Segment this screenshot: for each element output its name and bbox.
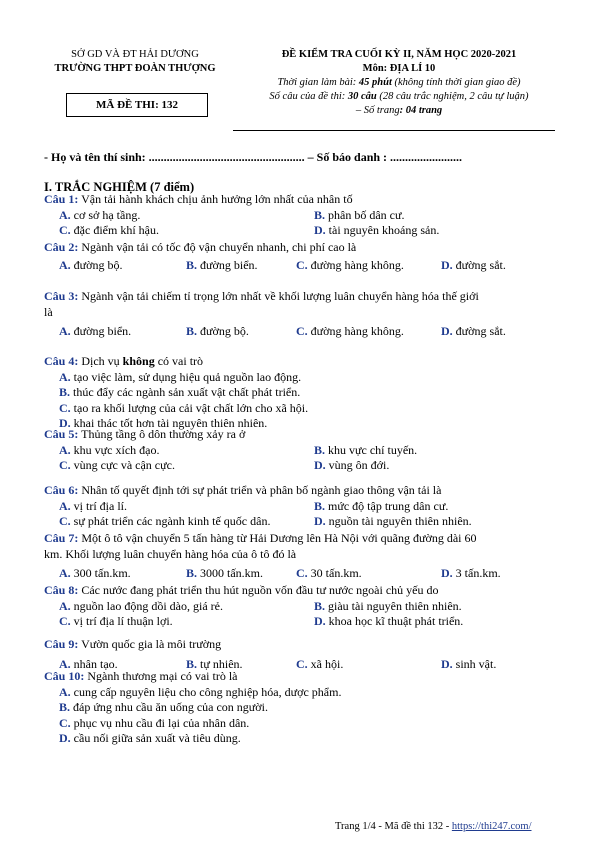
question-1 xyxy=(44,192,353,206)
option-text: vùng ôn đới. xyxy=(325,458,390,472)
option-text: vị trí địa lí. xyxy=(70,498,127,513)
question-5 xyxy=(44,427,245,441)
option-b xyxy=(59,385,300,399)
option-a xyxy=(59,685,341,699)
school-name: TRƯỜNG THPT ĐOÀN THƯỢNG xyxy=(54,63,216,74)
option-text: đường bộ. xyxy=(197,324,249,338)
option-d xyxy=(441,657,496,671)
option-a xyxy=(59,324,131,338)
option-text: sự phát triển các ngành kinh tế quốc dân. xyxy=(70,514,271,528)
option-letter: D. xyxy=(59,731,71,745)
question-10 xyxy=(44,669,238,683)
option-text: cung cấp nguyên liệu cho công nghiệp hóa, dược phẩm. xyxy=(70,684,342,699)
option-letter: C. xyxy=(296,324,308,338)
option-text: tạo ra khối lượng của cải vật chất lớn cho xã hội. xyxy=(70,400,309,415)
option-text: cầu nối giữa sản xuất và tiêu dùng. xyxy=(70,731,241,745)
option-c xyxy=(296,566,362,580)
option-text: khu vực xích đạo. xyxy=(70,442,160,457)
question-number: Câu 1: xyxy=(44,192,79,206)
question-text: Ngành vận tải có tốc độ vận chuyển nhanh, chi phí cao là xyxy=(78,240,357,254)
option-letter: A. xyxy=(59,207,71,222)
question-text: Một ô tô vận chuyển 5 tấn hàng từ Hải Dương lên Hà Nội với quãng đường dài 60 xyxy=(78,531,477,545)
option-letter: C. xyxy=(296,656,308,671)
question-number: Câu 10: xyxy=(44,669,85,683)
option-b xyxy=(314,208,405,222)
option-text: nguồn tài nguyên thiên nhiên. xyxy=(325,514,472,528)
page-footer xyxy=(335,821,532,832)
option-letter: D. xyxy=(314,458,326,472)
option-text: nhân tạo. xyxy=(70,656,118,671)
footer-link[interactable]: https://thi247.com/ xyxy=(451,821,532,832)
option-letter: B. xyxy=(59,385,71,399)
option-text: thúc đẩy các ngành sản xuất vật chất phát triển. xyxy=(70,385,301,399)
exam-subject: Môn: ĐỊA LÍ 10 xyxy=(362,63,436,74)
option-letter: B. xyxy=(314,442,326,457)
option-b xyxy=(186,258,258,272)
option-text: đường bộ. xyxy=(70,257,123,272)
option-a xyxy=(59,443,160,457)
option-text: khu vực chí tuyến. xyxy=(325,442,418,457)
option-b xyxy=(59,700,268,714)
option-text: 3000 tấn.km. xyxy=(197,566,264,580)
option-letter: C. xyxy=(59,614,71,628)
question-number: Câu 3: xyxy=(44,289,79,303)
option-text: khai thác tốt hơn tài nguyên thiên nhiên. xyxy=(70,416,268,430)
question-text: Nhân tố quyết định tới sự phát triển và phân bố ngành giao thông vận tải là xyxy=(78,483,442,497)
option-text: đường hàng không. xyxy=(307,257,404,272)
option-c xyxy=(59,223,159,237)
option-letter: A. xyxy=(59,566,71,580)
question-text: có vai trò xyxy=(154,354,204,368)
option-c xyxy=(59,458,175,472)
option-letter: C. xyxy=(59,400,71,415)
option-a xyxy=(59,599,223,613)
question-text: Vườn quốc gia là môi trường xyxy=(78,637,222,651)
option-letter: B. xyxy=(59,700,71,714)
header-divider xyxy=(233,130,555,131)
option-letter: C. xyxy=(59,223,71,237)
question-3 xyxy=(44,289,479,303)
option-letter: C. xyxy=(59,715,71,730)
exam-title: ĐỀ KIỂM TRA CUỐI KỲ II, NĂM HỌC 2020-2021 xyxy=(281,49,517,60)
option-text: cơ sở hạ tầng. xyxy=(70,207,141,222)
question-text: Dịch vụ xyxy=(78,354,123,368)
section-title: I. TRẮC NGHIỆM (7 điểm) xyxy=(44,180,195,194)
option-letter: A. xyxy=(59,369,71,384)
option-letter: A. xyxy=(59,257,71,272)
option-text: giàu tài nguyên thiên nhiên. xyxy=(325,598,462,613)
question-text: Vận tải hành khách chịu ảnh hưởng lớn nhất của nhân tố xyxy=(78,192,353,206)
option-a xyxy=(59,566,131,580)
option-text: đường sắt. xyxy=(452,257,506,272)
option-text: vị trí địa lí thuận lợi. xyxy=(70,614,173,628)
question-number: Câu 6: xyxy=(44,483,79,497)
option-c xyxy=(59,514,270,528)
option-letter: A. xyxy=(59,442,71,457)
option-letter: A. xyxy=(59,656,71,671)
option-a xyxy=(59,370,301,384)
option-d xyxy=(314,223,439,237)
option-a xyxy=(59,258,123,272)
option-letter: B. xyxy=(314,207,326,222)
question-number: Câu 9: xyxy=(44,637,79,651)
exam-header xyxy=(236,48,562,118)
option-b xyxy=(186,324,249,338)
option-letter: B. xyxy=(186,324,198,338)
option-d xyxy=(59,731,241,745)
question-6 xyxy=(44,483,441,497)
student-info-line: - Họ và tên thí sinh: .................................................... – Số báo danh : ........................ xyxy=(44,150,463,164)
question-7 xyxy=(44,531,477,545)
question-8 xyxy=(44,583,438,597)
option-letter: B. xyxy=(186,257,198,272)
option-letter: A. xyxy=(59,498,71,513)
option-text: đường biển. xyxy=(197,257,258,272)
department-name: SỞ GD VÀ ĐT HẢI DƯƠNG xyxy=(71,49,199,60)
option-text: 30 tấn.km. xyxy=(307,566,362,580)
school-header xyxy=(40,48,230,76)
question-text: Các nước đang phát triển thu hút nguồn vốn đầu tư nước ngoài chủ yếu do xyxy=(78,583,439,597)
option-d xyxy=(441,324,506,338)
exam-pages: – Số trang: 04 trang xyxy=(355,105,443,116)
option-text: 300 tấn.km. xyxy=(70,566,131,580)
option-b xyxy=(314,499,448,513)
question-4 xyxy=(44,354,203,368)
option-letter: C. xyxy=(296,566,308,580)
option-text: vùng cực và cận cực. xyxy=(70,458,175,472)
option-letter: D. xyxy=(314,514,326,528)
question-number: Câu 4: xyxy=(44,354,79,368)
option-c xyxy=(59,614,173,628)
question-emphasis: không xyxy=(122,354,155,368)
option-letter: B. xyxy=(314,498,326,513)
option-d xyxy=(314,614,463,628)
question-text: Ngành vận tải chiếm tỉ trọng lớn nhất về khối lượng luân chuyển hàng hóa thế giới xyxy=(78,289,479,303)
question-number: Câu 2: xyxy=(44,240,79,254)
option-letter: A. xyxy=(59,324,71,338)
option-text: đường hàng không. xyxy=(307,324,404,338)
question-2 xyxy=(44,240,356,254)
option-c xyxy=(296,324,404,338)
option-c xyxy=(296,258,404,272)
option-b xyxy=(186,566,263,580)
option-text: đường sắt. xyxy=(452,324,506,338)
option-letter: C. xyxy=(296,257,308,272)
option-letter: D. xyxy=(441,324,453,338)
option-letter: A. xyxy=(59,598,71,613)
option-letter: C. xyxy=(59,514,71,528)
option-text: đường biển. xyxy=(70,324,132,338)
option-text: nguồn lao động dồi dào, giá rẻ. xyxy=(70,598,223,613)
question-number: Câu 7: xyxy=(44,531,79,545)
question-text: Ngành thương mại có vai trò là xyxy=(84,669,238,683)
option-text: sinh vật. xyxy=(452,656,497,671)
option-letter: D. xyxy=(441,257,453,272)
question-7-cont: km. Khối lượng luân chuyển hàng hóa của ô tô đó là xyxy=(44,546,297,561)
option-letter: B. xyxy=(314,598,326,613)
exam-time: Thời gian làm bài: 45 phút (không tính thời gian giao đề) xyxy=(277,77,521,88)
option-letter: D. xyxy=(314,614,326,628)
option-letter: D. xyxy=(441,566,453,580)
question-text: Thủng tầng ô dôn thường xảy ra ở xyxy=(78,427,246,441)
option-text: 3 tấn.km. xyxy=(452,566,501,580)
option-letter: D. xyxy=(59,416,71,430)
option-d xyxy=(314,458,389,472)
option-letter: A. xyxy=(59,684,71,699)
option-d xyxy=(441,258,506,272)
option-text: xã hội. xyxy=(307,656,344,671)
option-text: khoa học kĩ thuật phát triển. xyxy=(325,614,464,628)
question-3-cont: là xyxy=(44,304,53,319)
option-text: phân bố dân cư. xyxy=(325,207,405,222)
option-letter: B. xyxy=(186,566,198,580)
option-d xyxy=(314,514,472,528)
option-letter: C. xyxy=(59,458,71,472)
option-c xyxy=(296,657,343,671)
question-9 xyxy=(44,637,221,651)
option-a xyxy=(59,208,140,222)
option-a xyxy=(59,499,127,513)
option-b xyxy=(314,443,417,457)
option-b xyxy=(314,599,462,613)
option-c xyxy=(59,716,249,730)
option-text: mức độ tập trung dân cư. xyxy=(325,498,449,513)
option-text: tạo việc làm, sử dụng hiệu quả nguồn lao động. xyxy=(70,369,302,384)
question-number: Câu 5: xyxy=(44,427,79,441)
option-text: tài nguyên khoáng sản. xyxy=(325,223,440,237)
option-text: phục vụ nhu cầu đi lại của nhân dân. xyxy=(70,715,250,730)
option-letter: D. xyxy=(314,223,326,237)
option-text: đáp ứng nhu cầu ăn uống của con người. xyxy=(70,700,268,714)
exam-question-count: Số câu của đề thi: 30 câu (28 câu trắc nghiệm, 2 câu tự luận) xyxy=(269,91,529,102)
option-text: đặc điểm khí hậu. xyxy=(70,223,159,237)
option-text: tự nhiên. xyxy=(197,656,243,671)
option-letter: B. xyxy=(186,656,198,671)
option-d xyxy=(441,566,501,580)
question-number: Câu 8: xyxy=(44,583,79,597)
exam-code-box: MÃ ĐỀ THI: 132 xyxy=(66,93,208,117)
footer-text: Trang 1/4 - Mã đề thi 132 - xyxy=(335,821,452,832)
option-c xyxy=(59,401,308,415)
option-letter: D. xyxy=(441,656,453,671)
